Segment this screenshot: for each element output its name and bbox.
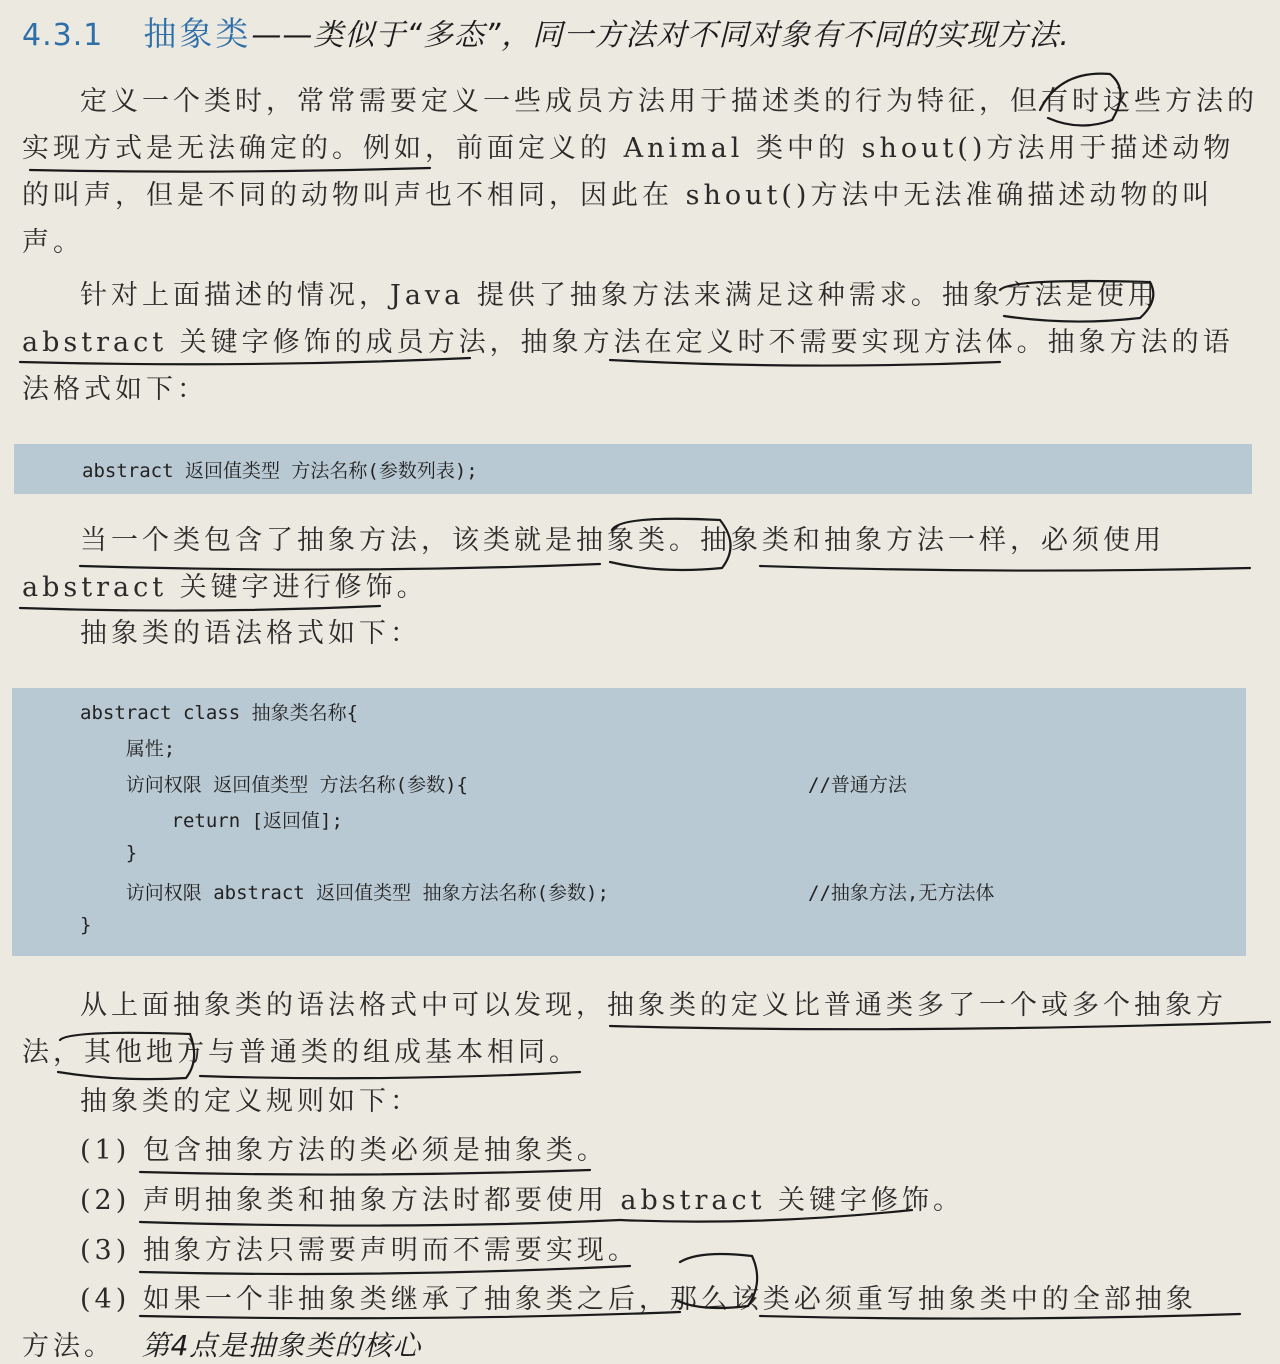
rule-item-4: (4) 如果一个非抽象类继承了抽象类之后，那么该类必须重写抽象类中的全部抽象 [80, 1284, 1197, 1315]
code-line: abstract class 抽象类名称{ [80, 702, 359, 724]
code-comment: //抽象方法,无方法体 [808, 882, 995, 904]
rule-item-3: (3) 抽象方法只需要声明而不需要实现。 [80, 1235, 639, 1266]
paragraph-intro: 定义一个类时，常常需要定义一些成员方法用于描述类的行为特征，但有时这些方法的实现方式是无法确定的。例如，前面定义的 Animal 类中的 shout()方法用于描述动物的叫声，但是不同的动物叫声也不相同，因此在 shout()方法中无法准确描述动物的叫声。 [22, 86, 1258, 258]
code-line: } [80, 842, 138, 864]
code-line: } [80, 914, 92, 936]
code-line: abstract 返回值类型 方法名称(参数列表); [82, 460, 478, 482]
handwritten-end-note: 第4点是抽象类的核心 [141, 1329, 422, 1362]
handwritten-heading-note: ——类似于“多态”，同一方法对不同对象有不同的实现方法. [251, 18, 1070, 53]
code-line: 属性; [80, 738, 176, 760]
code-block-abstract-method [14, 444, 1252, 494]
section-title: 抽象类 [143, 14, 252, 53]
rule-item-2: (2) 声明抽象类和抽象方法时都要使用 abstract 关键字修饰。 [80, 1185, 965, 1216]
paragraph-comparison: 从上面抽象类的语法格式中可以发现，抽象类的定义比普通类多了一个或多个抽象方法，其他地方与普通类的组成基本相同。 [22, 990, 1227, 1068]
paragraph-abstract-method: 针对上面描述的情况，Java 提供了抽象方法来满足这种需求。抽象方法是使用 abstract 关键字修饰的成员方法，抽象方法在定义时不需要实现方法体。抽象方法的语法格式如下： [22, 280, 1234, 405]
paragraph-syntax-intro: 抽象类的语法格式如下： [80, 618, 421, 649]
ink-underline [140, 1170, 590, 1175]
section-heading [22, 8, 1070, 58]
code-line: 访问权限 abstract 返回值类型 抽象方法名称(参数); [80, 882, 609, 904]
section-number: 4.3.1 [22, 18, 104, 53]
ink-underline [140, 1266, 630, 1274]
paragraph-abstract-class: 当一个类包含了抽象方法，该类就是抽象类。抽象类和抽象方法一样，必须使用 abstract 关键字进行修饰。 [22, 525, 1165, 603]
ink-underline [140, 1220, 620, 1226]
rule-item-1: (1) 包含抽象方法的类必须是抽象类。 [80, 1135, 608, 1166]
paragraph-rules-intro: 抽象类的定义规则如下： [80, 1086, 421, 1117]
code-line: return [返回值]; [80, 810, 343, 832]
rule-item-4-continued [22, 1324, 421, 1364]
rule-item-4-tail: 方法。 [22, 1331, 115, 1362]
code-line: 访问权限 返回值类型 方法名称(参数){ [80, 774, 468, 796]
code-block-abstract-class [12, 688, 1246, 956]
code-comment: //普通方法 [808, 774, 907, 796]
